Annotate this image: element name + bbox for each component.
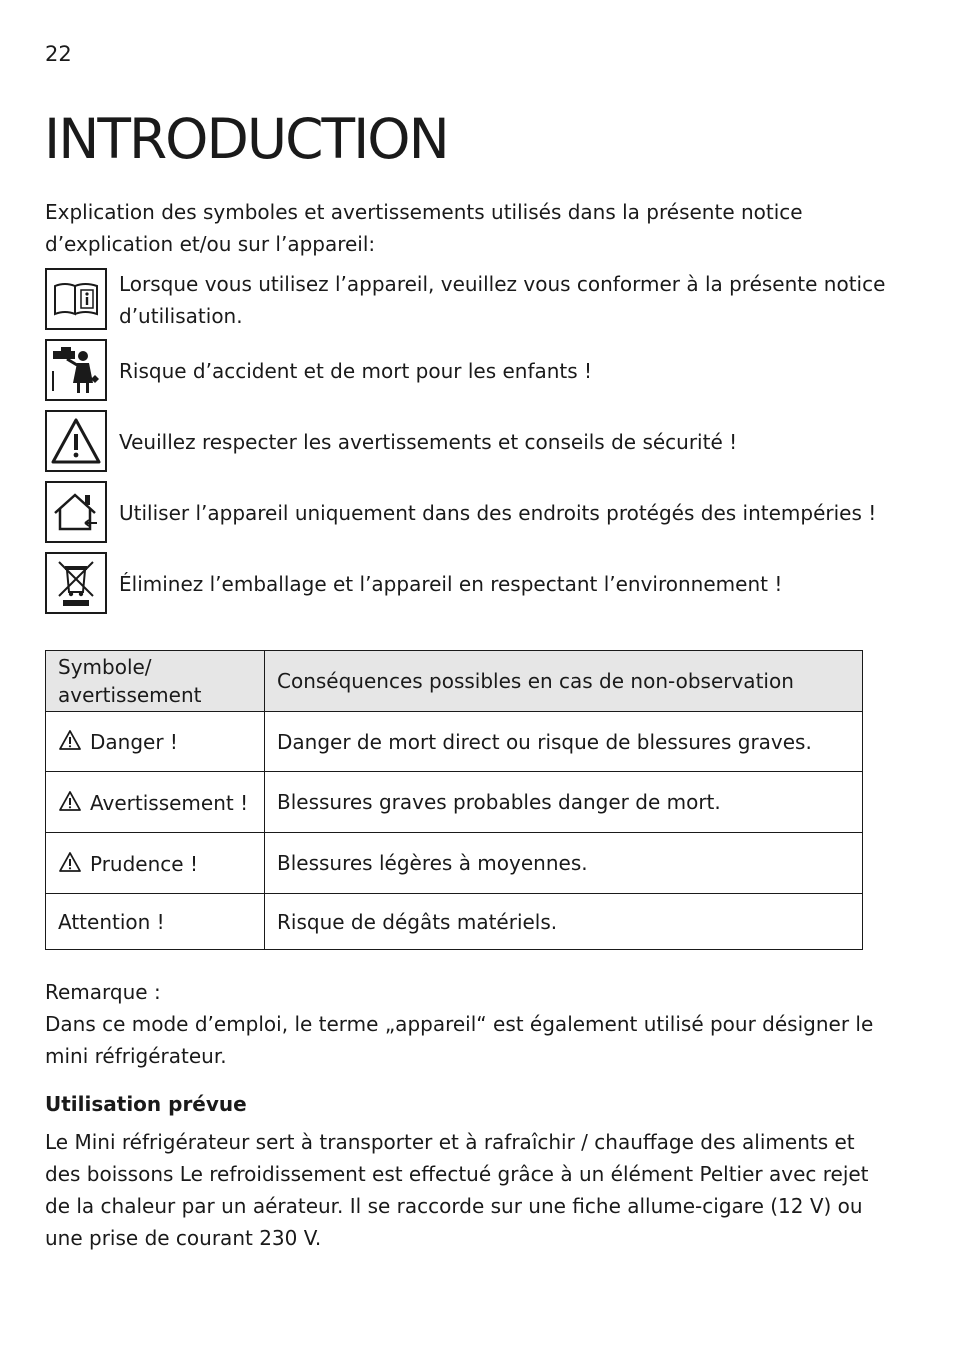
intro-paragraph: Explication des symboles et avertissements utilisés dans la présente notice d’explication et/ou sur l’appareil: <box>45 200 803 256</box>
manual-info-icon <box>45 268 107 330</box>
symbol-text: Utiliser l’appareil uniquement dans des endroits protégés des intempéries ! <box>119 501 877 525</box>
child-hazard-icon <box>45 339 107 401</box>
table-cell-symbol <box>46 833 265 894</box>
symbol-label: Avertissement ! <box>90 790 249 815</box>
symbol-text: Veuillez respecter les avertissements et conseils de sécurité ! <box>119 430 738 454</box>
remark-block <box>45 976 885 1072</box>
table-cell-consequence: Risque de dégâts matériels. <box>265 894 863 950</box>
symbol-text: Lorsque vous utilisez l’appareil, veuillez vous conformer à la présente notice d’utilisation. <box>119 272 886 328</box>
table-row <box>46 894 863 950</box>
warning-triangle-icon <box>58 851 82 873</box>
table-cell-symbol: Attention ! <box>46 894 265 950</box>
warning-triangle-icon <box>58 790 82 812</box>
table-header-cell: Symbole/ avertissement <box>46 651 265 712</box>
symbol-label: Danger ! <box>90 730 178 754</box>
table-cell-symbol <box>46 712 265 772</box>
table-cell-consequence: Danger de mort direct ou risque de blessures graves. <box>265 712 863 772</box>
page-title: INTRODUCTION <box>44 107 448 171</box>
table-row <box>46 833 863 894</box>
table-row <box>46 772 863 833</box>
symbol-label: Prudence ! <box>90 851 198 876</box>
table-row <box>46 712 863 772</box>
table-cell-consequence: Blessures graves probables danger de mort. <box>265 772 863 833</box>
symbol-row-bin <box>45 552 905 614</box>
symbol-row-child <box>45 339 905 401</box>
crossed-bin-icon <box>45 552 107 614</box>
warning-triangle-icon <box>58 729 82 751</box>
symbol-text: Risque d’accident et de mort pour les enfants ! <box>119 359 593 383</box>
symbol-table <box>45 650 863 950</box>
table-cell-consequence: Blessures légères à moyennes. <box>265 833 863 894</box>
table-cell-symbol <box>46 772 265 833</box>
page-number: 22 <box>45 42 72 66</box>
warning-triangle-icon <box>45 410 107 472</box>
remark-text: Dans ce mode d’emploi, le terme „appareil“ est également utilisé pour désigner le mini réfrigérateur. <box>45 1012 874 1068</box>
symbol-row-indoor <box>45 481 905 543</box>
table-header-row <box>46 651 863 712</box>
section-body: Le Mini réfrigérateur sert à transporter et à rafraîchir / chauffage des aliments et des boissons Le refroidissement est effectué grâce à un élément Peltier avec rejet de la chaleur par un aérateur. Il se raccorde sur une fiche allume-cigare (12 V) ou une prise de courant 230 V. <box>45 1130 869 1250</box>
table-header-cell: Conséquences possibles en cas de non-observation <box>265 651 863 712</box>
section-heading: Utilisation prévue <box>45 1092 247 1116</box>
symbol-row-warning <box>45 410 905 472</box>
indoor-use-icon <box>45 481 107 543</box>
symbol-text: Éliminez l’emballage et l’appareil en respectant l’environnement ! <box>119 572 783 596</box>
symbol-row-manual <box>45 268 905 330</box>
remark-label: Remarque : <box>45 980 161 1004</box>
